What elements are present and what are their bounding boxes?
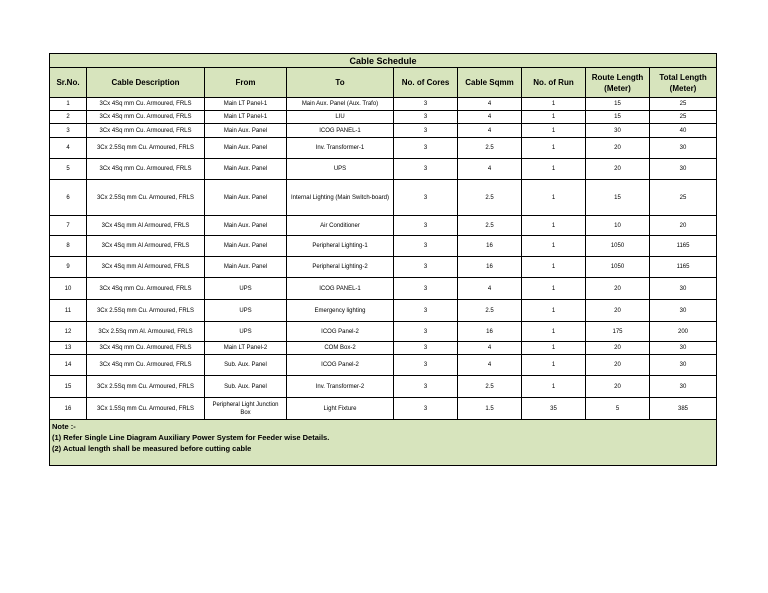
header-no-of-cores: No. of Cores — [394, 68, 458, 98]
cell-from: Main Aux. Panel — [205, 257, 287, 278]
cell-route-length: 20 — [586, 278, 650, 300]
table-row — [50, 342, 717, 355]
cell-cable-sqmm: 16 — [458, 236, 522, 257]
cell-no-of-run: 1 — [522, 216, 586, 236]
cell-cable-sqmm: 2.5 — [458, 376, 522, 398]
cell-cable-sqmm: 4 — [458, 98, 522, 111]
cell-no-of-run: 1 — [522, 180, 586, 216]
cell-to: Peripheral Lighting-2 — [287, 257, 394, 278]
cell-from: Main Aux. Panel — [205, 138, 287, 159]
cell-sr-no: 11 — [50, 300, 87, 322]
cell-sr-no: 14 — [50, 355, 87, 376]
cell-route-length: 20 — [586, 300, 650, 322]
table-row — [50, 278, 717, 300]
cell-no-of-cores: 3 — [394, 257, 458, 278]
cell-route-length: 30 — [586, 124, 650, 138]
cell-no-of-run: 1 — [522, 376, 586, 398]
cell-total-length: 25 — [650, 180, 717, 216]
cell-no-of-cores: 3 — [394, 180, 458, 216]
cell-no-of-cores: 3 — [394, 398, 458, 420]
header-no-of-run: No. of Run — [522, 68, 586, 98]
cell-to: ICOG PANEL-1 — [287, 278, 394, 300]
cell-cable-description: 3Cx 4Sq mm Cu. Armoured, FRLS — [87, 124, 205, 138]
cell-cable-sqmm: 2.5 — [458, 216, 522, 236]
header-sr-no: Sr.No. — [50, 68, 87, 98]
table-row — [50, 159, 717, 180]
cell-cable-sqmm: 4 — [458, 278, 522, 300]
cell-no-of-run: 1 — [522, 278, 586, 300]
cell-sr-no: 2 — [50, 111, 87, 124]
cell-no-of-run: 35 — [522, 398, 586, 420]
cell-no-of-cores: 3 — [394, 342, 458, 355]
cell-no-of-cores: 3 — [394, 278, 458, 300]
cell-no-of-run: 1 — [522, 300, 586, 322]
cell-route-length: 1050 — [586, 236, 650, 257]
cell-sr-no: 3 — [50, 124, 87, 138]
cell-from: Main Aux. Panel — [205, 124, 287, 138]
cell-cable-sqmm: 4 — [458, 159, 522, 180]
cell-cable-sqmm: 16 — [458, 257, 522, 278]
cell-route-length: 20 — [586, 355, 650, 376]
cell-no-of-run: 1 — [522, 322, 586, 342]
cell-total-length: 25 — [650, 111, 717, 124]
cell-no-of-cores: 3 — [394, 376, 458, 398]
cell-no-of-run: 1 — [522, 236, 586, 257]
cell-total-length: 30 — [650, 300, 717, 322]
cell-from: Main LT Panel-2 — [205, 342, 287, 355]
cell-from: UPS — [205, 300, 287, 322]
cell-cable-description: 3Cx 2.5Sq mm Al. Armoured, FRLS — [87, 322, 205, 342]
cell-cable-sqmm: 4 — [458, 111, 522, 124]
cell-to: ICOG Panel-2 — [287, 322, 394, 342]
cell-to: Air Conditioner — [287, 216, 394, 236]
cell-no-of-cores: 3 — [394, 236, 458, 257]
cell-cable-description: 3Cx 4Sq mm Cu. Armoured, FRLS — [87, 111, 205, 124]
cell-no-of-run: 1 — [522, 159, 586, 180]
notes-heading: Note :- — [52, 422, 76, 431]
cell-cable-description: 3Cx 4Sq mm Al Armoured, FRLS — [87, 257, 205, 278]
cell-total-length: 30 — [650, 138, 717, 159]
header-cable-description: Cable Description — [87, 68, 205, 98]
cell-no-of-cores: 3 — [394, 216, 458, 236]
cell-sr-no: 9 — [50, 257, 87, 278]
cell-sr-no: 4 — [50, 138, 87, 159]
cell-sr-no: 16 — [50, 398, 87, 420]
table-row — [50, 111, 717, 124]
table-row — [50, 124, 717, 138]
table-title: Cable Schedule — [50, 54, 717, 68]
cell-no-of-cores: 3 — [394, 98, 458, 111]
cell-no-of-run: 1 — [522, 138, 586, 159]
cell-total-length: 30 — [650, 376, 717, 398]
cell-total-length: 30 — [650, 342, 717, 355]
cell-route-length: 175 — [586, 322, 650, 342]
cell-cable-sqmm: 4 — [458, 355, 522, 376]
cell-route-length: 15 — [586, 111, 650, 124]
cell-route-length: 20 — [586, 159, 650, 180]
cell-sr-no: 10 — [50, 278, 87, 300]
cell-cable-sqmm: 1.5 — [458, 398, 522, 420]
cell-no-of-run: 1 — [522, 342, 586, 355]
cell-no-of-cores: 3 — [394, 124, 458, 138]
table-row — [50, 322, 717, 342]
note-line-1: (1) Refer Single Line Diagram Auxiliary Power System for Feeder wise Details. — [52, 433, 330, 442]
cell-cable-description: 3Cx 4Sq mm Cu. Armoured, FRLS — [87, 159, 205, 180]
cell-no-of-cores: 3 — [394, 111, 458, 124]
cell-to: Internal Lighting (Main Switch-board) — [287, 180, 394, 216]
cell-from: Sub. Aux. Panel — [205, 355, 287, 376]
table-row — [50, 216, 717, 236]
table-body — [50, 98, 717, 420]
cell-total-length: 30 — [650, 159, 717, 180]
cell-cable-sqmm: 4 — [458, 342, 522, 355]
header-cable-sqmm: Cable Sqmm — [458, 68, 522, 98]
cell-total-length: 40 — [650, 124, 717, 138]
cell-cable-description: 3Cx 4Sq mm Al Armoured, FRLS — [87, 216, 205, 236]
cell-no-of-cores: 3 — [394, 300, 458, 322]
cell-route-length: 15 — [586, 98, 650, 111]
cell-from: Main Aux. Panel — [205, 216, 287, 236]
cell-to: Light Fixture — [287, 398, 394, 420]
cell-no-of-run: 1 — [522, 355, 586, 376]
cell-to: UPS — [287, 159, 394, 180]
cell-from: UPS — [205, 278, 287, 300]
cell-no-of-cores: 3 — [394, 322, 458, 342]
notes-box — [50, 420, 717, 466]
cell-sr-no: 8 — [50, 236, 87, 257]
cell-route-length: 10 — [586, 216, 650, 236]
header-row — [50, 68, 717, 98]
cell-cable-description: 3Cx 4Sq mm Cu. Armoured, FRLS — [87, 342, 205, 355]
cell-route-length: 20 — [586, 342, 650, 355]
cell-total-length: 1165 — [650, 257, 717, 278]
cell-to: ICOG PANEL-1 — [287, 124, 394, 138]
cell-total-length: 385 — [650, 398, 717, 420]
cell-from: Main Aux. Panel — [205, 159, 287, 180]
cell-no-of-cores: 3 — [394, 138, 458, 159]
cell-sr-no: 6 — [50, 180, 87, 216]
cell-from: Sub. Aux. Panel — [205, 376, 287, 398]
header-total-length: Total Length (Meter) — [650, 68, 717, 98]
cell-cable-sqmm: 16 — [458, 322, 522, 342]
cell-no-of-cores: 3 — [394, 355, 458, 376]
cell-to: COM Box-2 — [287, 342, 394, 355]
cell-to: Peripheral Lighting-1 — [287, 236, 394, 257]
cell-sr-no: 12 — [50, 322, 87, 342]
cell-from: UPS — [205, 322, 287, 342]
cell-cable-description: 3Cx 2.5Sq mm Cu. Armoured, FRLS — [87, 138, 205, 159]
cell-no-of-run: 1 — [522, 111, 586, 124]
cell-to: Emergency lighting — [287, 300, 394, 322]
cell-cable-sqmm: 2.5 — [458, 300, 522, 322]
cell-route-length: 1050 — [586, 257, 650, 278]
header-from: From — [205, 68, 287, 98]
cell-sr-no: 13 — [50, 342, 87, 355]
cell-from: Main Aux. Panel — [205, 180, 287, 216]
table-row — [50, 398, 717, 420]
cell-total-length: 200 — [650, 322, 717, 342]
cell-route-length: 5 — [586, 398, 650, 420]
table-row — [50, 257, 717, 278]
cell-to: Inv. Transformer-2 — [287, 376, 394, 398]
cell-from: Main Aux. Panel — [205, 236, 287, 257]
cell-total-length: 1165 — [650, 236, 717, 257]
cell-no-of-run: 1 — [522, 257, 586, 278]
cell-from: Main LT Panel-1 — [205, 98, 287, 111]
cell-sr-no: 7 — [50, 216, 87, 236]
cell-total-length: 30 — [650, 355, 717, 376]
table-row — [50, 98, 717, 111]
cell-from: Peripheral Light Junction Box — [205, 398, 287, 420]
cell-cable-description: 3Cx 4Sq mm Cu. Armoured, FRLS — [87, 278, 205, 300]
cell-total-length: 25 — [650, 98, 717, 111]
table-row — [50, 236, 717, 257]
table-row — [50, 300, 717, 322]
cell-to: ICOG Panel-2 — [287, 355, 394, 376]
cell-route-length: 20 — [586, 376, 650, 398]
cell-no-of-cores: 3 — [394, 159, 458, 180]
table-row — [50, 180, 717, 216]
cell-sr-no: 15 — [50, 376, 87, 398]
cell-cable-sqmm: 2.5 — [458, 180, 522, 216]
cell-cable-sqmm: 2.5 — [458, 138, 522, 159]
cell-route-length: 20 — [586, 138, 650, 159]
cable-schedule-table — [49, 53, 717, 466]
cell-route-length: 15 — [586, 180, 650, 216]
note-line-2: (2) Actual length shall be measured before cutting cable — [52, 444, 252, 453]
cell-cable-description: 3Cx 4Sq mm Cu. Armoured, FRLS — [87, 98, 205, 111]
cell-cable-description: 3Cx 2.5Sq mm Cu. Armoured, FRLS — [87, 376, 205, 398]
cell-to: LIU — [287, 111, 394, 124]
table-row — [50, 376, 717, 398]
cell-total-length: 20 — [650, 216, 717, 236]
cell-cable-description: 3Cx 4Sq mm Al Armoured, FRLS — [87, 236, 205, 257]
table-row — [50, 355, 717, 376]
header-to: To — [287, 68, 394, 98]
header-route-length: Route Length (Meter) — [586, 68, 650, 98]
cell-cable-description: 3Cx 1.5Sq mm Cu. Armoured, FRLS — [87, 398, 205, 420]
cell-from: Main LT Panel-1 — [205, 111, 287, 124]
cell-cable-description: 3Cx 2.5Sq mm Cu. Armoured, FRLS — [87, 180, 205, 216]
cell-total-length: 30 — [650, 278, 717, 300]
cell-no-of-run: 1 — [522, 98, 586, 111]
cell-cable-description: 3Cx 2.5Sq mm Cu. Armoured, FRLS — [87, 300, 205, 322]
cell-sr-no: 1 — [50, 98, 87, 111]
cell-to: Inv. Transformer-1 — [287, 138, 394, 159]
cell-no-of-run: 1 — [522, 124, 586, 138]
table-row — [50, 138, 717, 159]
cell-sr-no: 5 — [50, 159, 87, 180]
cell-cable-description: 3Cx 4Sq mm Cu. Armoured, FRLS — [87, 355, 205, 376]
cell-cable-sqmm: 4 — [458, 124, 522, 138]
cell-to: Main Aux. Panel (Aux. Trafo) — [287, 98, 394, 111]
